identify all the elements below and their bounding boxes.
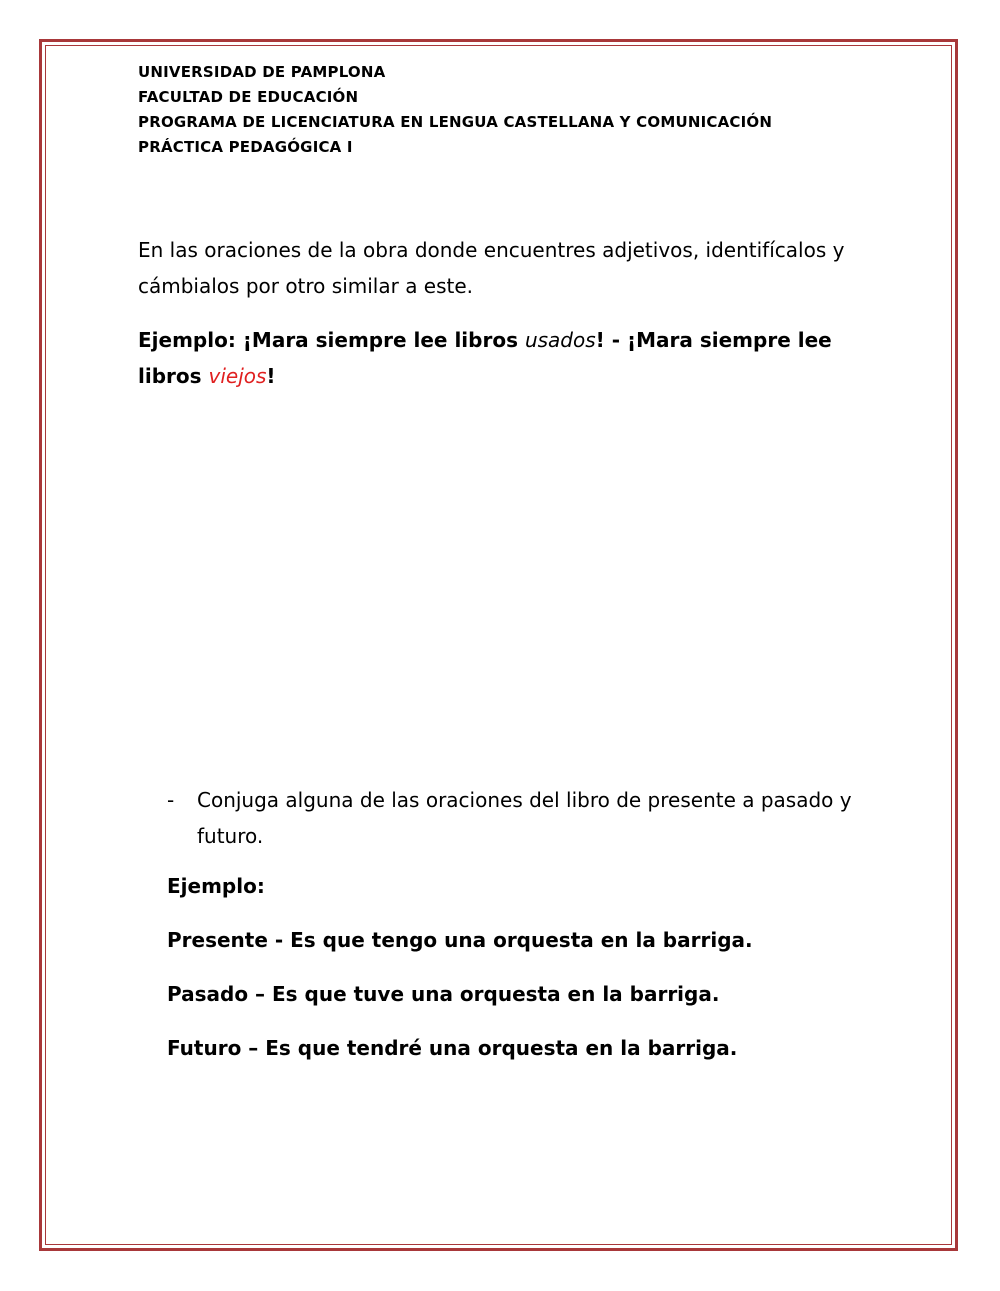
example-part1: Ejemplo: ¡Mara siempre lee libros bbox=[138, 328, 525, 352]
adjective-example bbox=[138, 322, 858, 394]
adjective-instruction: En las oraciones de la obra donde encuentres adjetivos, identifícalos y cámbialos por otro similar a este. bbox=[138, 238, 845, 298]
task-bullet: - bbox=[167, 788, 175, 812]
conjugation-future: Futuro – Es que tendré una orquesta en la barriga. bbox=[167, 1036, 738, 1060]
example-part2: ! - ¡Mara siempre lee libros bbox=[138, 328, 832, 388]
conjugation-example-label: Ejemplo: bbox=[167, 874, 265, 898]
header-program: PROGRAMA DE LICENCIATURA EN LENGUA CASTELLANA Y COMUNICACIÓN bbox=[138, 113, 773, 131]
page-border-inner bbox=[45, 45, 952, 1245]
task-text: Conjuga alguna de las oraciones del libro de presente a pasado y futuro. bbox=[197, 788, 852, 848]
header-university: UNIVERSIDAD DE PAMPLONA bbox=[138, 63, 386, 81]
example-word-original: usados bbox=[524, 328, 596, 352]
header-course: PRÁCTICA PEDAGÓGICA I bbox=[138, 138, 353, 156]
conjugation-past: Pasado – Es que tuve una orquesta en la barriga. bbox=[167, 982, 720, 1006]
header-faculty: FACULTAD DE EDUCACIÓN bbox=[138, 88, 359, 106]
example-word-changed: viejos bbox=[208, 364, 267, 388]
example-part3: ! bbox=[266, 364, 276, 388]
conjugation-task bbox=[167, 782, 867, 854]
conjugation-present: Presente - Es que tengo una orquesta en la barriga. bbox=[167, 928, 753, 952]
document-header bbox=[138, 60, 772, 160]
